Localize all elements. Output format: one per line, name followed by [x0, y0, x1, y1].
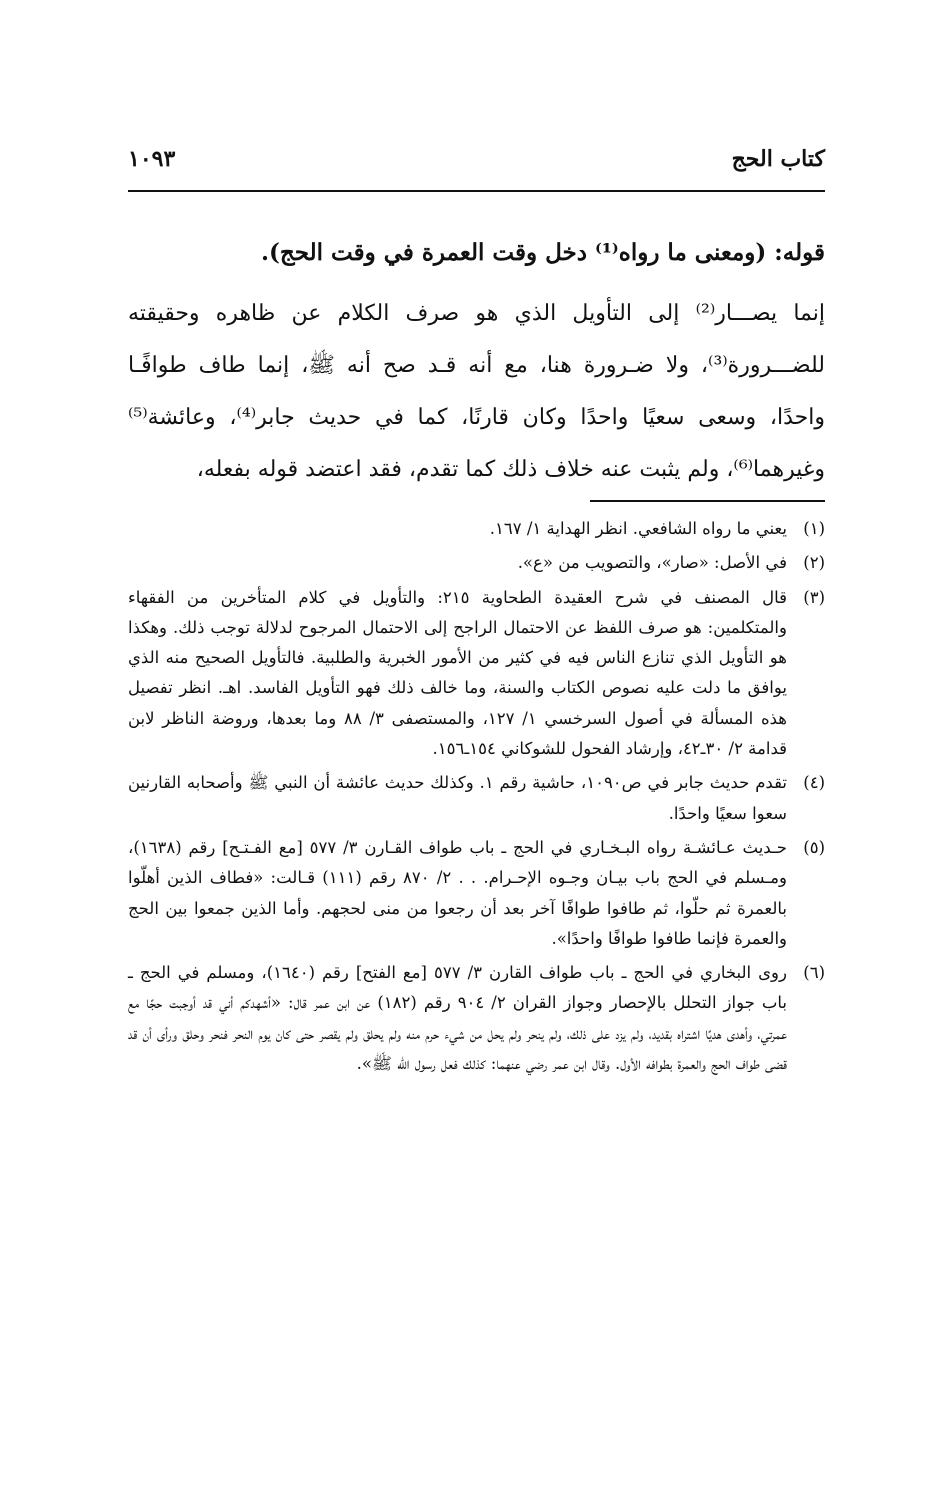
footnote-number: (٢) [803, 553, 825, 573]
footnote-number: (٣) [803, 587, 825, 607]
footnote-1 [128, 514, 825, 544]
main-paragraph: إنما يصـــار⁽²⁾ إلى التأويل الذي هو صرف الكلام عن ظاهره وحقيقته للضـــرورة⁽³⁾، ولا ضـرورة هنا، مع أنه قـد صح أنه ﷺ، إنما طاف طوافًـا واحدًا، وسعى سعيًا واحدًا وكان قارنًا، كما في حديث جابر⁽⁴⁾، وعائشة⁽⁵⁾ وغيرهما⁽⁶⁾، ولم يثبت عنه خلاف ذلك كما تقدم، فقد اعتضد قوله بفعله، [128, 301, 826, 482]
footnote-5 [128, 833, 825, 954]
running-header [128, 146, 825, 180]
footnote-number: (٦) [803, 963, 825, 983]
footnote-3 [128, 583, 825, 765]
footnote-text: يعني ما رواه الشافعي. انظر الهداية ١/ ١٦٧. [489, 519, 787, 538]
footnote-text: تقدم حديث جابر في ص١٠٩٠، حاشية رقم ١. وكذلك حديث عائشة أن النبي ﷺ وأصحابه القارنين سعوا سعيًا واحدًا. [128, 773, 788, 823]
chapter-title: كتاب الحج [731, 146, 825, 172]
page-number: ١٠٩٣ [128, 146, 176, 172]
footnote-number: (١) [803, 519, 825, 538]
section-heading: قوله: (ومعنى ما رواه⁽¹⁾ دخل وقت العمرة في وقت الحج). [261, 239, 825, 266]
footnote-4 [128, 768, 825, 829]
footnote-number: (٥) [803, 837, 825, 857]
footnote-text: قال المصنف في شرح العقيدة الطحاوية ٢١٥: والتأويل في كلام المتأخرين من الفقهاء والمتكلمين: هو صرف اللفظ عن الاحتمال الراجح إلى الاحتمال المرجوح لدلالة توجب ذلك. وهكذا هو التأويل الذي تنازع الناس فيه في كثير من الأمور الخبرية والطلبية. فالتأويل الصحيح منه الذي يوافق ما دلت عليه نصوص الكتاب والسنة، وما خالف ذلك فهو التأويل الفاسد. اهـ. انظر تفصيل هذه المسألة في أصول السرخسي ١/ ١٢٧، والمستصفى ٣/ ٨٨ وما بعدها، وروضة الناظر لابن قدامة ٢/ ٣٠ـ٤٢، وإرشاد الفحول للشوكاني ١٥٤ـ١٥٦. [128, 587, 788, 759]
footnote-text: حـديث عـائشـة رواه البـخـاري في الحج ـ باب طواف القـارن ٣/ ٥٧٧ [مع الفـتـح] رقم (١٦٣٨)، ومـسلم في الحج باب بيـان وجـوه الإحـرام. . . ٢/ ٨٧٠ رقم (١١١) قـالت: «فطاف الذين أهلّوا بالعمرة ثم حلّوا، ثم طافوا طوافًا آخر بعد أن رجعوا من منى لحجهم. وأما الذين جمعوا بين الحج والعمرة فإنما طافوا طوافًا واحدًا». [128, 837, 787, 948]
footnote-2 [128, 548, 825, 578]
header-rule [128, 190, 825, 192]
footnote-separator [590, 500, 825, 502]
footnote-text: في الأصل: «صار»، والتصويب من «ع». [517, 553, 787, 573]
footnotes [128, 514, 825, 1083]
book-page [128, 0, 825, 1493]
footnote-6 [128, 958, 825, 1079]
footnote-number: (٤) [803, 773, 825, 793]
footnote-text: روى البخاري في الحج ـ باب طواف القارن ٣/ ٥٧٧ [مع الفتح] رقم (١٦٤٠)، ومسلم في الحج ـ باب جواز التحلل بالإحصار وجواز القران ٢/ ٩٠٤ رقم (١٨٢) عن ابن عمر قال: «أشهدكم أني قد أوجبت حجًا مع عمرتي، وأهدى هديًا اشتراه بقديد، ولم يزد على ذلك، ولم ينحر ولم يحل من شيء حرم منه ولم يحلق ولم يقصر حتى كان يوم النحر فنحر وحلق ورأى أن قد قضى طواف الحج والعمرة بطوافه الأول. وقال ابن عمر رضي عنهما: كذلك فعل رسول الله ﷺ». [128, 963, 787, 1074]
